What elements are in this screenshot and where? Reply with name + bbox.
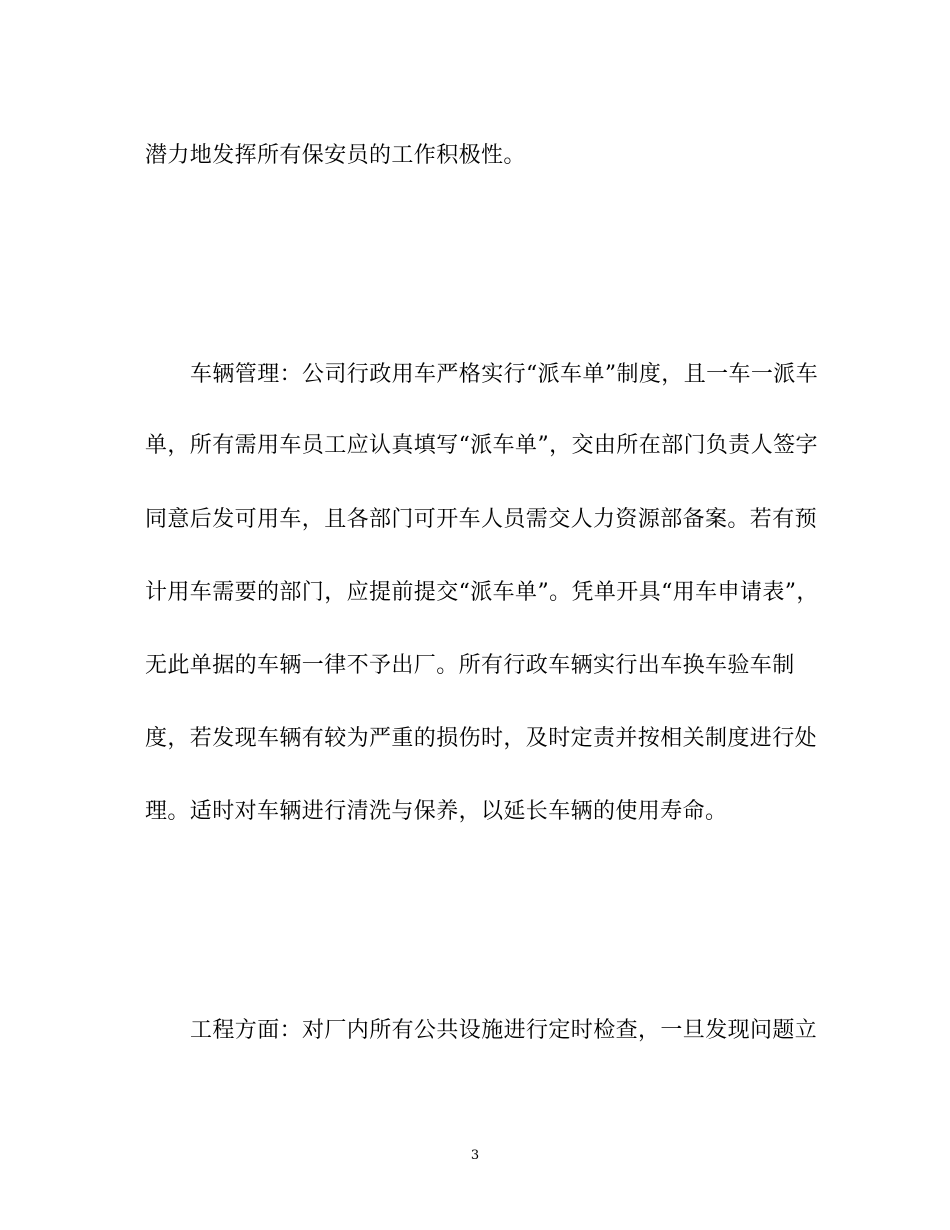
text-line: 计用车需要的部门，应提前提交“派车单”。凭单开具“用车申请表”， [145, 580, 819, 605]
text-line: 工程方面：对厂内所有公共设施进行定时检查，一旦发现问题立 [190, 1018, 818, 1043]
text-line: 车辆管理：公司行政用车严格实行“派车单”制度，且一车一派车 [190, 362, 819, 387]
text-line: 无此单据的车辆一律不予出厂。所有行政车辆实行出车换车验车制 [145, 653, 795, 678]
text-line: 单，所有需用车员工应认真填写“派车单”，交由所在部门负责人签字 [145, 433, 818, 458]
text-line: 度，若发现车辆有较为严重的损伤时，及时定责并按相关制度进行处 [145, 726, 818, 751]
text-line: 理。适时对车辆进行清洗与保养，以延长车辆的使用寿命。 [145, 799, 728, 824]
page-number: 3 [470, 1148, 480, 1163]
text-line: 同意后发可用车，且各部门可开车人员需交人力资源部备案。若有预 [145, 507, 818, 532]
text-line: 潜力地发挥所有保安员的工作积极性。 [145, 143, 526, 168]
